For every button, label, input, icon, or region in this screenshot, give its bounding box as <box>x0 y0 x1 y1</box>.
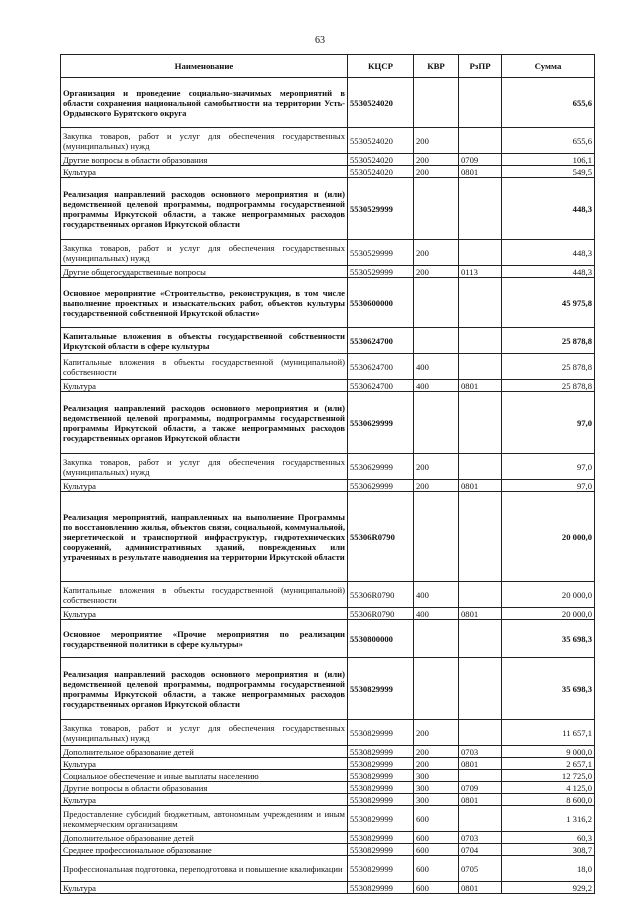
row-kvr <box>414 392 459 454</box>
row-rzpr <box>459 278 502 328</box>
row-rzpr: 0113 <box>459 266 502 278</box>
row-rzpr: 0709 <box>459 154 502 166</box>
row-kvr <box>414 178 459 240</box>
row-rzpr: 0801 <box>459 882 502 894</box>
row-sum: 60,3 <box>502 832 595 844</box>
row-name: Реализация направлений расходов основного мероприятия и (или) ведомственной целевой программы, подпрограммы государственной программы Иркутской области, а также непрограммных расходов государственных органов Иркутской области <box>61 658 348 720</box>
row-rzpr <box>459 582 502 608</box>
row-rzpr <box>459 240 502 266</box>
header-name: Наименование <box>61 55 348 78</box>
row-sum: 97,0 <box>502 392 595 454</box>
row-sum: 106,1 <box>502 154 595 166</box>
row-kvr <box>414 328 459 354</box>
row-kcsr: 5530829999 <box>348 746 414 758</box>
row-rzpr: 0705 <box>459 856 502 882</box>
row-sum: 655,6 <box>502 128 595 154</box>
row-name: Культура <box>61 380 348 392</box>
row-rzpr <box>459 620 502 658</box>
table-header-row <box>61 55 595 78</box>
table-row <box>61 746 595 758</box>
row-rzpr <box>459 492 502 582</box>
row-name: Реализация направлений расходов основного мероприятия и (или) ведомственной целевой программы, подпрограммы государственной программы Иркутской области, а также непрограммных расходов государственных органов Иркутской области <box>61 392 348 454</box>
row-name: Капитальные вложения в объекты государственной (муниципальной) собственности <box>61 582 348 608</box>
row-kvr: 600 <box>414 882 459 894</box>
row-kcsr: 5530629999 <box>348 454 414 480</box>
row-name: Капитальные вложения в объекты государственной собственности Иркутской области в сфере культуры <box>61 328 348 354</box>
row-name: Закупка товаров, работ и услуг для обеспечения государственных (муниципальных) нужд <box>61 454 348 480</box>
row-kcsr: 5530829999 <box>348 758 414 770</box>
table-row <box>61 178 595 240</box>
row-kvr: 300 <box>414 794 459 806</box>
row-name: Закупка товаров, работ и услуг для обеспечения государственных (муниципальных) нужд <box>61 720 348 746</box>
row-kcsr: 55306R0790 <box>348 582 414 608</box>
row-kcsr: 5530829999 <box>348 832 414 844</box>
row-sum: 549,5 <box>502 166 595 178</box>
table-row <box>61 328 595 354</box>
row-kcsr: 5530524020 <box>348 166 414 178</box>
row-kvr: 200 <box>414 758 459 770</box>
table-row <box>61 354 595 380</box>
header-kcsr: КЦСР <box>348 55 414 78</box>
row-rzpr: 0709 <box>459 782 502 794</box>
row-name: Предоставление субсидий бюджетным, автономным учреждениям и иным некоммерческим организациям <box>61 806 348 832</box>
row-sum: 25 878,8 <box>502 354 595 380</box>
row-name: Социальное обеспечение и иные выплаты населению <box>61 770 348 782</box>
row-kvr: 200 <box>414 240 459 266</box>
row-sum: 25 878,8 <box>502 328 595 354</box>
row-name: Основное мероприятие «Строительство, реконструкция, в том числе выполнение проектных и изыскательских работ, объектов культуры государственной собственной Иркутской области» <box>61 278 348 328</box>
row-kvr: 400 <box>414 608 459 620</box>
row-kcsr: 5530624700 <box>348 328 414 354</box>
table-row <box>61 480 595 492</box>
table-row <box>61 794 595 806</box>
row-name: Культура <box>61 794 348 806</box>
row-sum: 929,2 <box>502 882 595 894</box>
row-kcsr: 5530629999 <box>348 480 414 492</box>
row-sum: 97,0 <box>502 480 595 492</box>
row-kcsr: 5530524020 <box>348 78 414 128</box>
row-kvr: 200 <box>414 128 459 154</box>
row-name: Дополнительное образование детей <box>61 832 348 844</box>
row-rzpr <box>459 720 502 746</box>
row-kvr: 300 <box>414 782 459 794</box>
table-row <box>61 608 595 620</box>
row-sum: 25 878,8 <box>502 380 595 392</box>
row-name: Культура <box>61 608 348 620</box>
row-name: Профессиональная подготовка, переподготовка и повышение квалификации <box>61 856 348 882</box>
row-rzpr <box>459 658 502 720</box>
row-rzpr <box>459 178 502 240</box>
row-kcsr: 5530624700 <box>348 380 414 392</box>
row-sum: 1 316,2 <box>502 806 595 832</box>
row-sum: 20 000,0 <box>502 582 595 608</box>
table-row <box>61 392 595 454</box>
row-kcsr: 55306R0790 <box>348 492 414 582</box>
row-sum: 35 698,3 <box>502 620 595 658</box>
row-kcsr: 5530829999 <box>348 794 414 806</box>
row-kvr: 400 <box>414 582 459 608</box>
row-rzpr <box>459 770 502 782</box>
row-sum: 20 000,0 <box>502 492 595 582</box>
row-kvr: 600 <box>414 832 459 844</box>
row-kvr: 600 <box>414 806 459 832</box>
row-name: Культура <box>61 166 348 178</box>
table-row <box>61 856 595 882</box>
row-kvr <box>414 658 459 720</box>
row-name: Основное мероприятие «Прочие мероприятия по реализации государственной политики в сфере культуры» <box>61 620 348 658</box>
row-sum: 448,3 <box>502 266 595 278</box>
row-rzpr: 0801 <box>459 794 502 806</box>
budget-table <box>60 54 595 894</box>
row-kvr: 200 <box>414 154 459 166</box>
row-kvr: 400 <box>414 380 459 392</box>
row-rzpr <box>459 454 502 480</box>
row-kcsr: 5530829999 <box>348 806 414 832</box>
table-row <box>61 166 595 178</box>
row-kcsr: 5530529999 <box>348 266 414 278</box>
row-kvr <box>414 78 459 128</box>
row-sum: 448,3 <box>502 240 595 266</box>
page-number: 63 <box>315 35 325 46</box>
row-rzpr: 0801 <box>459 480 502 492</box>
row-kcsr: 5530829999 <box>348 658 414 720</box>
row-kcsr: 5530624700 <box>348 354 414 380</box>
row-name: Капитальные вложения в объекты государственной (муниципальной) собственности <box>61 354 348 380</box>
row-kcsr: 5530829999 <box>348 882 414 894</box>
row-kvr: 200 <box>414 166 459 178</box>
row-kvr: 200 <box>414 266 459 278</box>
table-row <box>61 154 595 166</box>
row-kvr: 600 <box>414 856 459 882</box>
table-row <box>61 240 595 266</box>
row-kcsr: 5530829999 <box>348 770 414 782</box>
row-kvr <box>414 620 459 658</box>
row-name: Другие вопросы в области образования <box>61 154 348 166</box>
row-name: Закупка товаров, работ и услуг для обеспечения государственных (муниципальных) нужд <box>61 128 348 154</box>
table-row <box>61 658 595 720</box>
row-kcsr: 5530829999 <box>348 844 414 856</box>
row-kcsr: 5530629999 <box>348 392 414 454</box>
row-name: Культура <box>61 882 348 894</box>
row-sum: 8 600,0 <box>502 794 595 806</box>
header-kvr: КВР <box>414 55 459 78</box>
row-kcsr: 55306R0790 <box>348 608 414 620</box>
row-rzpr: 0704 <box>459 844 502 856</box>
row-sum: 4 125,0 <box>502 782 595 794</box>
table-row <box>61 832 595 844</box>
row-rzpr: 0703 <box>459 832 502 844</box>
row-rzpr: 0703 <box>459 746 502 758</box>
table-row <box>61 78 595 128</box>
header-sum: Сумма <box>502 55 595 78</box>
row-kcsr: 5530524020 <box>348 154 414 166</box>
row-sum: 18,0 <box>502 856 595 882</box>
table-row <box>61 128 595 154</box>
row-kvr: 300 <box>414 770 459 782</box>
row-kcsr: 5530800000 <box>348 620 414 658</box>
row-sum: 45 975,8 <box>502 278 595 328</box>
row-rzpr <box>459 128 502 154</box>
row-name: Среднее профессиональное образование <box>61 844 348 856</box>
row-kcsr: 5530829999 <box>348 856 414 882</box>
table-row <box>61 620 595 658</box>
row-name: Реализация мероприятий, направленных на выполнение Программы по восстановлению жилья, объектов связи, социальной, коммунальной, энергетической и транспортной инфраструктур, гидротехнических сооружений, административных зданий, поврежденных или утраченных в результате наводнения на территории Иркутской области <box>61 492 348 582</box>
row-sum: 20 000,0 <box>502 608 595 620</box>
row-kvr <box>414 492 459 582</box>
table-row <box>61 770 595 782</box>
row-rzpr <box>459 78 502 128</box>
row-sum: 308,7 <box>502 844 595 856</box>
row-kcsr: 5530529999 <box>348 240 414 266</box>
table-row <box>61 582 595 608</box>
row-name: Закупка товаров, работ и услуг для обеспечения государственных (муниципальных) нужд <box>61 240 348 266</box>
row-rzpr <box>459 328 502 354</box>
row-kcsr: 5530600000 <box>348 278 414 328</box>
row-kcsr: 5530829999 <box>348 720 414 746</box>
row-sum: 35 698,3 <box>502 658 595 720</box>
row-sum: 11 657,1 <box>502 720 595 746</box>
row-kcsr: 5530529999 <box>348 178 414 240</box>
table-body <box>61 78 595 894</box>
row-kvr <box>414 278 459 328</box>
table-row <box>61 758 595 770</box>
row-sum: 9 000,0 <box>502 746 595 758</box>
row-rzpr <box>459 354 502 380</box>
row-kvr: 600 <box>414 844 459 856</box>
row-rzpr: 0801 <box>459 758 502 770</box>
table-row <box>61 720 595 746</box>
row-name: Культура <box>61 480 348 492</box>
table-row <box>61 380 595 392</box>
row-name: Реализация направлений расходов основного мероприятия и (или) ведомственной целевой программы, подпрограммы государственной программы Иркутской области, а также непрограммных расходов государственных органов Иркутской области <box>61 178 348 240</box>
row-kvr: 200 <box>414 454 459 480</box>
row-sum: 97,0 <box>502 454 595 480</box>
table-row <box>61 882 595 894</box>
row-sum: 655,6 <box>502 78 595 128</box>
table-row <box>61 278 595 328</box>
row-kvr: 200 <box>414 480 459 492</box>
row-name: Другие общегосударственные вопросы <box>61 266 348 278</box>
row-name: Другие вопросы в области образования <box>61 782 348 794</box>
row-kcsr: 5530524020 <box>348 128 414 154</box>
table-row <box>61 844 595 856</box>
row-kcsr: 5530829999 <box>348 782 414 794</box>
row-sum: 2 657,1 <box>502 758 595 770</box>
row-kvr: 200 <box>414 746 459 758</box>
row-name: Культура <box>61 758 348 770</box>
row-rzpr <box>459 392 502 454</box>
table-row <box>61 782 595 794</box>
row-name: Организация и проведение социально-значимых мероприятий в области сохранения национальной самобытности на территории Усть-Ордынского Бурятского округа <box>61 78 348 128</box>
row-sum: 12 725,0 <box>502 770 595 782</box>
table-row <box>61 266 595 278</box>
row-sum: 448,3 <box>502 178 595 240</box>
row-rzpr: 0801 <box>459 166 502 178</box>
table-row <box>61 454 595 480</box>
row-rzpr: 0801 <box>459 380 502 392</box>
row-rzpr <box>459 806 502 832</box>
table-row <box>61 492 595 582</box>
table-row <box>61 806 595 832</box>
row-kvr: 200 <box>414 720 459 746</box>
header-rzpr: РзПР <box>459 55 502 78</box>
row-name: Дополнительное образование детей <box>61 746 348 758</box>
row-kvr: 400 <box>414 354 459 380</box>
row-rzpr: 0801 <box>459 608 502 620</box>
